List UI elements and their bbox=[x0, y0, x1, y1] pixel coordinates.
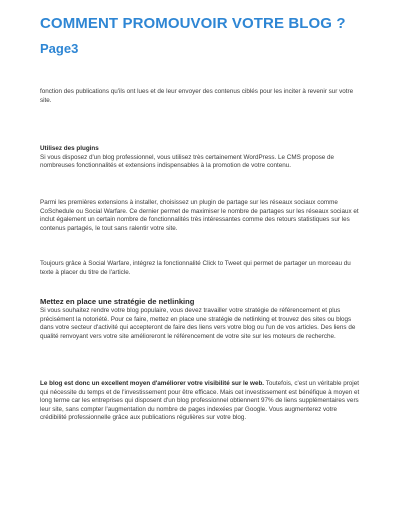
plugins-paragraph-1: Si vous disposez d'un blog professionnel, vous utilisez très certainement WordPress. Le CMS propose de nombreuses fonctionnalités et extensions indispensables à la promotion de votre contenu. bbox=[40, 153, 335, 170]
netlinking-heading: Mettez en place une stratégie de netlinking bbox=[40, 297, 195, 306]
plugins-heading: Utilisez des plugins bbox=[40, 145, 99, 152]
conclusion-lead: Le blog est donc un excellent moyen d'améliorer votre visibilité sur le web. bbox=[40, 380, 265, 387]
document-title: COMMENT PROMOUVOIR VOTRE BLOG ? bbox=[40, 15, 346, 32]
netlinking-paragraph: Si vous souhaitez rendre votre blog populaire, vous devez travailler votre stratégie de référencement et plus précisément la notoriété. Pour ce faire, mettez en place une stratégie de netlinking et trouvez des sites ou blogs dans votre secteur d'activité qui accepteront de faire des liens vers votre blog ou l'un de vos articles. Des liens de qualité renvoyant vers votre site amélioreront le référencement de votre site sur les moteurs de recherche. bbox=[40, 307, 356, 340]
plugins-section bbox=[40, 145, 362, 171]
plugins-paragraph-3: Toujours grâce à Social Warfare, intégrez la fonctionnalité Click to Tweet qui permet de partager un morceau du texte à placer du titre de l'article. bbox=[40, 260, 351, 276]
page-label: Page3 bbox=[40, 41, 79, 56]
conclusion-text: Toutefois, c'est un véritable projet qui nécessite du temps et de l'investissement pour être efficace. Mais cet investissement est bénéfique à moyen et long terme car les entreprises qui disposent d'un blog professionnel obtiennent 97% de liens supplémentaires vers leur site, sans compter l'augmentation du nombre de pages indexées par Google. Vous augmenterez votre crédibilité professionnelle grâce aux publications régulières sur votre blog. bbox=[40, 380, 360, 422]
conclusion-paragraph bbox=[40, 380, 362, 423]
intro-paragraph: fonction des publications qu'ils ont lues et de leur envoyer des contenus ciblés pour les inciter à revenir sur votre site. bbox=[40, 88, 354, 104]
plugins-paragraph-2: Parmi les premières extensions à installer, choisissez un plugin de partage sur les réseaux sociaux comme CoSchedule ou Social Warfare. Ce dernier permet de maximiser le nombre de partages sur les réseaux sociaux et inclut également un certain nombre de fonctionnalités très intéressantes comme des retours statistiques sur les contenus partagés, le tout sans ralentir votre site. bbox=[40, 199, 359, 232]
